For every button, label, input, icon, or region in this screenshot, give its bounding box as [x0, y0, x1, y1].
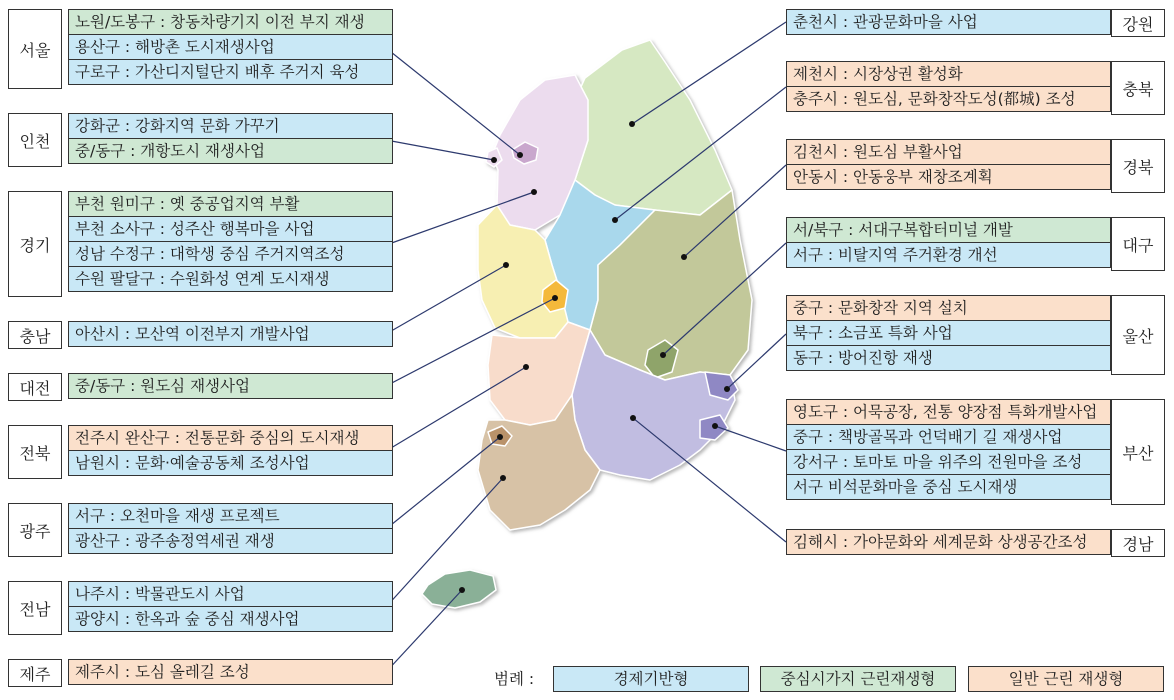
project-item: 강서구 : 토마토 마을 위주의 전원마을 조성 [786, 449, 1111, 475]
leader-line-jeju [386, 590, 462, 672]
marker-jeonnam [500, 475, 506, 481]
project-item: 서구 : 비탈지역 주거환경 개선 [786, 242, 1111, 268]
marker-chungbuk [612, 217, 618, 223]
leader-line-incheon [386, 140, 494, 160]
marker-seoul [517, 152, 523, 158]
project-item: 용산구 : 해방촌 도시재생사업 [68, 34, 393, 60]
marker-chungnam [503, 262, 509, 268]
project-item: 중구 : 문화창작 지역 설치 [786, 295, 1111, 321]
project-item: 중구 : 책방골목과 언덕배기 길 재생사업 [786, 424, 1111, 450]
region-label: 광주 [8, 503, 62, 557]
marker-incheon [491, 157, 497, 163]
region-label: 대구 [1111, 217, 1165, 271]
project-item: 강화군 : 강화지역 문화 가꾸기 [68, 113, 393, 139]
project-item: 부천 소사구 : 성주산 행복마을 사업 [68, 216, 393, 242]
region-label: 전북 [8, 425, 62, 479]
region-label: 대전 [8, 373, 62, 401]
marker-ulsan [724, 386, 730, 392]
leader-line-busan [715, 426, 786, 451]
region-label: 충남 [8, 321, 62, 349]
project-item: 중/동구 : 개항도시 재생사업 [68, 138, 393, 164]
project-item: 나주시 : 박물관도시 사업 [68, 581, 393, 607]
marker-gyeongbuk [681, 254, 687, 260]
project-item: 서구 비석문화마을 중심 도시재생 [786, 474, 1111, 500]
marker-gangwon [629, 121, 635, 127]
region-label: 전남 [8, 581, 62, 635]
region-label: 제주 [8, 659, 62, 687]
project-item: 춘천시 : 관광문화마을 사업 [786, 9, 1111, 35]
marker-busan [712, 423, 718, 429]
region-label: 경북 [1111, 139, 1165, 193]
region-label: 서울 [8, 9, 62, 89]
project-item: 전주시 완산구 : 전통문화 중심의 도시재생 [68, 425, 393, 451]
project-item: 김해시 : 가야문화와 세계문화 상생공간조성 [786, 529, 1111, 555]
marker-gyeonggi [531, 189, 537, 195]
project-item: 아산시 : 모산역 이전부지 개발사업 [68, 321, 393, 347]
project-item: 서/북구 : 서대구복합터미널 개발 [786, 217, 1111, 243]
project-item: 김천시 : 원도심 부활사업 [786, 139, 1111, 165]
region-label: 강원 [1111, 9, 1165, 37]
legend-economic: 경제기반형 [553, 666, 749, 692]
region-label: 충북 [1111, 61, 1165, 115]
region-label: 경기 [8, 191, 62, 297]
marker-jeonbuk [523, 364, 529, 370]
marker-gyeongnam [630, 415, 636, 421]
project-item: 광양시 : 한옥과 숲 중심 재생사업 [68, 606, 393, 632]
project-item: 충주시 : 원도심, 문화창작도성(都城) 조성 [786, 86, 1111, 112]
project-item: 제천시 : 시장상권 활성화 [786, 61, 1111, 87]
project-item: 남원시 : 문화·예술공동체 조성사업 [68, 450, 393, 476]
project-item: 구로구 : 가산디지털단지 배후 주거지 육성 [68, 59, 393, 85]
legend-central: 중심시가지 근린재생형 [760, 666, 956, 692]
marker-jeju [459, 587, 465, 593]
project-item: 북구 : 소금포 특화 사업 [786, 320, 1111, 346]
project-item: 성남 수정구 : 대학생 중심 주거지역조성 [68, 241, 393, 267]
project-item: 동구 : 방어진항 재생 [786, 345, 1111, 371]
project-item: 수원 팔달구 : 수원화성 연계 도시재생 [68, 266, 393, 292]
project-item: 광산구 : 광주송정역세권 재생 [68, 528, 393, 554]
project-item: 노원/도봉구 : 창동차량기지 이전 부지 재생 [68, 9, 393, 35]
region-label: 인천 [8, 113, 62, 167]
marker-gwangju [497, 434, 503, 440]
region-jeju [422, 570, 496, 608]
region-label: 부산 [1111, 399, 1165, 505]
project-item: 영도구 : 어묵공장, 전통 양장점 특화개발사업 [786, 399, 1111, 425]
project-item: 서구 : 오천마을 재생 프로젝트 [68, 503, 393, 529]
legend-title: 범례 : [494, 670, 535, 688]
region-label: 울산 [1111, 295, 1165, 375]
project-item: 제주시 : 도심 올레길 조성 [68, 659, 393, 685]
marker-daegu [660, 352, 666, 358]
project-item: 안동시 : 안동웅부 재창조계획 [786, 164, 1111, 190]
project-item: 중/동구 : 원도심 재생사업 [68, 373, 393, 399]
marker-daejeon [552, 295, 558, 301]
region-label: 경남 [1111, 529, 1165, 557]
project-item: 부천 원미구 : 옛 중공업지역 부활 [68, 191, 393, 217]
region-gangwon [575, 40, 732, 215]
leader-line-seoul [386, 48, 520, 155]
legend-general: 일반 근린 재생형 [968, 666, 1164, 692]
